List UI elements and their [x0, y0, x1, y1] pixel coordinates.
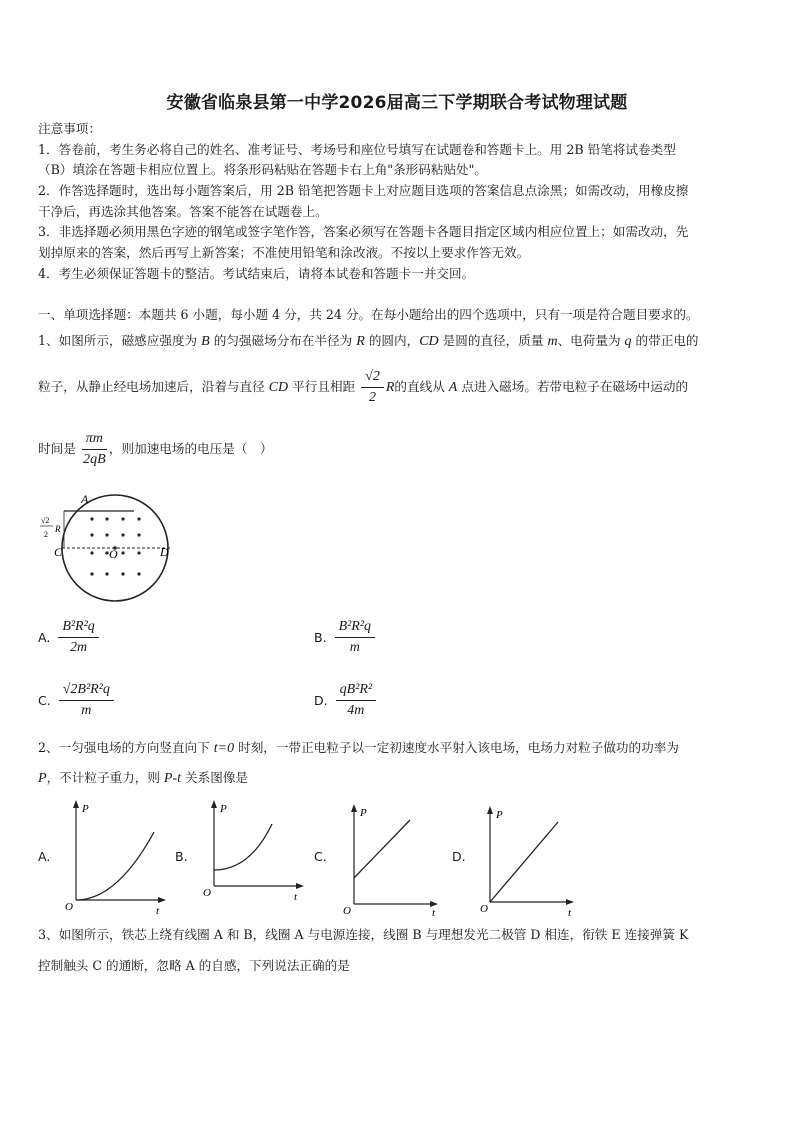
- q1-line-3: 时间是 $\frac{\pi m}{2qB}$ ，则加速电场的电压是（ ）: [38, 431, 273, 467]
- label-frac-den: 2: [44, 530, 48, 539]
- svg-text:O: O: [480, 903, 488, 915]
- q3-line-2: 控制触头 C 的通断，忽略 A 的自感，下列说法正确的是: [38, 958, 350, 973]
- q2-option-d[interactable]: D.: [452, 849, 466, 864]
- q1-option-d[interactable]: D. $\frac{\text{qB²R²}}{4m}$: [314, 681, 376, 720]
- q2-option-c[interactable]: C.: [314, 849, 327, 864]
- label-d: D: [160, 545, 169, 559]
- q2-option-b[interactable]: B.: [175, 849, 188, 864]
- svg-text:t: t: [432, 907, 436, 918]
- note-1b: （B）填涂在答题卡相应位置上。将条形码粘贴在答题卡右上角"条形码粘贴处"。: [38, 162, 488, 177]
- svg-text:O: O: [343, 905, 351, 917]
- line-d: [490, 822, 558, 902]
- note-2a: 2．作答选择题时，选出每小题答案后，用 2B 铅笔把答题卡上对应题目选项的答案信息点涂黑；如需改动，用橡皮擦: [38, 183, 689, 198]
- graph-b[interactable]: [200, 796, 310, 918]
- svg-text:P: P: [220, 803, 227, 815]
- line-c: [354, 820, 410, 878]
- q1-line-1: 1、如图所示，磁感应强度为 B 的匀强磁场分布在半径为 R 的圆内，CD 是圆的直径，质量 m、电荷量为 q 的带正电的: [38, 333, 699, 349]
- svg-text:O: O: [203, 887, 211, 899]
- q2-option-a[interactable]: A.: [38, 849, 51, 864]
- q1-option-c[interactable]: C. $\frac{\text{√2B²R²q}}{m}$: [38, 681, 114, 720]
- svg-text:P: P: [360, 807, 367, 819]
- graph-a[interactable]: [62, 796, 172, 918]
- q1-line-2: 粒子，从静止经电场加速后，沿着与直径 CD 平行且相距 $\frac{√2}{2}$ R的直线从 A 点进入磁场。若带电粒子在磁场中运动的: [38, 369, 689, 405]
- graph-c[interactable]: [340, 796, 450, 918]
- note-3b: 划掉原来的答案，然后再写上新答案；不准使用铅笔和涂改液。不按以上要求作答无效。: [38, 245, 530, 260]
- svg-text:P: P: [82, 803, 89, 815]
- label-frac-num: √2: [41, 516, 50, 525]
- svg-text:P: P: [496, 809, 503, 821]
- label-a: A: [81, 492, 89, 506]
- q1-option-b[interactable]: B. $\frac{\text{B²R²q}}{m}$: [314, 618, 375, 657]
- curve-b: [214, 824, 272, 870]
- label-o: O: [109, 547, 118, 561]
- note-1a: 1．答卷前，考生务必将自己的姓名、准考证号、考场号和座位号填写在试题卷和答题卡上。用 2B 铅笔将试卷类型: [38, 142, 676, 157]
- curve-a: [76, 832, 154, 900]
- svg-text:O: O: [65, 901, 73, 913]
- magnetic-field-figure: [36, 490, 176, 615]
- label-r: R: [55, 524, 61, 534]
- note-3a: 3．非选择题必须用黑色字迹的钢笔或签字笔作答，答案必须写在答题卡各题目指定区域内相应位置上；如需改动，先: [38, 224, 689, 239]
- q2-line-1: 2、一匀强电场的方向竖直向下 t=0 时刻，一带正电粒子以一定初速度水平射入该电场，电场力对粒子做功的功率为: [38, 740, 679, 756]
- distance-fraction: $\frac{√2}{2}$: [361, 368, 384, 407]
- svg-text:t: t: [568, 907, 572, 919]
- q1-option-a[interactable]: A. $\frac{\text{B²R²q}}{2m}$: [38, 618, 99, 657]
- svg-text:t: t: [294, 891, 298, 903]
- svg-text:t: t: [156, 905, 160, 917]
- graph-d[interactable]: [476, 798, 586, 920]
- time-fraction: $\frac{\pi m}{2qB}$: [83, 431, 106, 467]
- q2-line-2: P，不计粒子重力，则 P-t 关系图像是: [38, 770, 249, 786]
- label-c: C: [54, 545, 63, 559]
- note-4: 4．考生必须保证答题卡的整洁。考试结束后，请将本试卷和答题卡一并交回。: [38, 266, 475, 281]
- section-heading: 一、单项选择题：本题共 6 小题，每小题 4 分，共 24 分。在每小题给出的四个选项中，只有一项是符合题目要求的。: [38, 307, 699, 322]
- note-2b: 干净后，再选涂其他答案。答案不能答在试题卷上。: [38, 204, 328, 219]
- page-title: 安徽省临泉县第一中学2026届高三下学期联合考试物理试题: [166, 93, 628, 113]
- q3-line-1: 3、如图所示，铁芯上绕有线圈 A 和 B，线圈 A 与电源连接，线圈 B 与理想发光二极管 D 相连，衔铁 E 连接弹簧 K: [38, 927, 689, 942]
- notes-heading: 注意事项：: [38, 121, 101, 136]
